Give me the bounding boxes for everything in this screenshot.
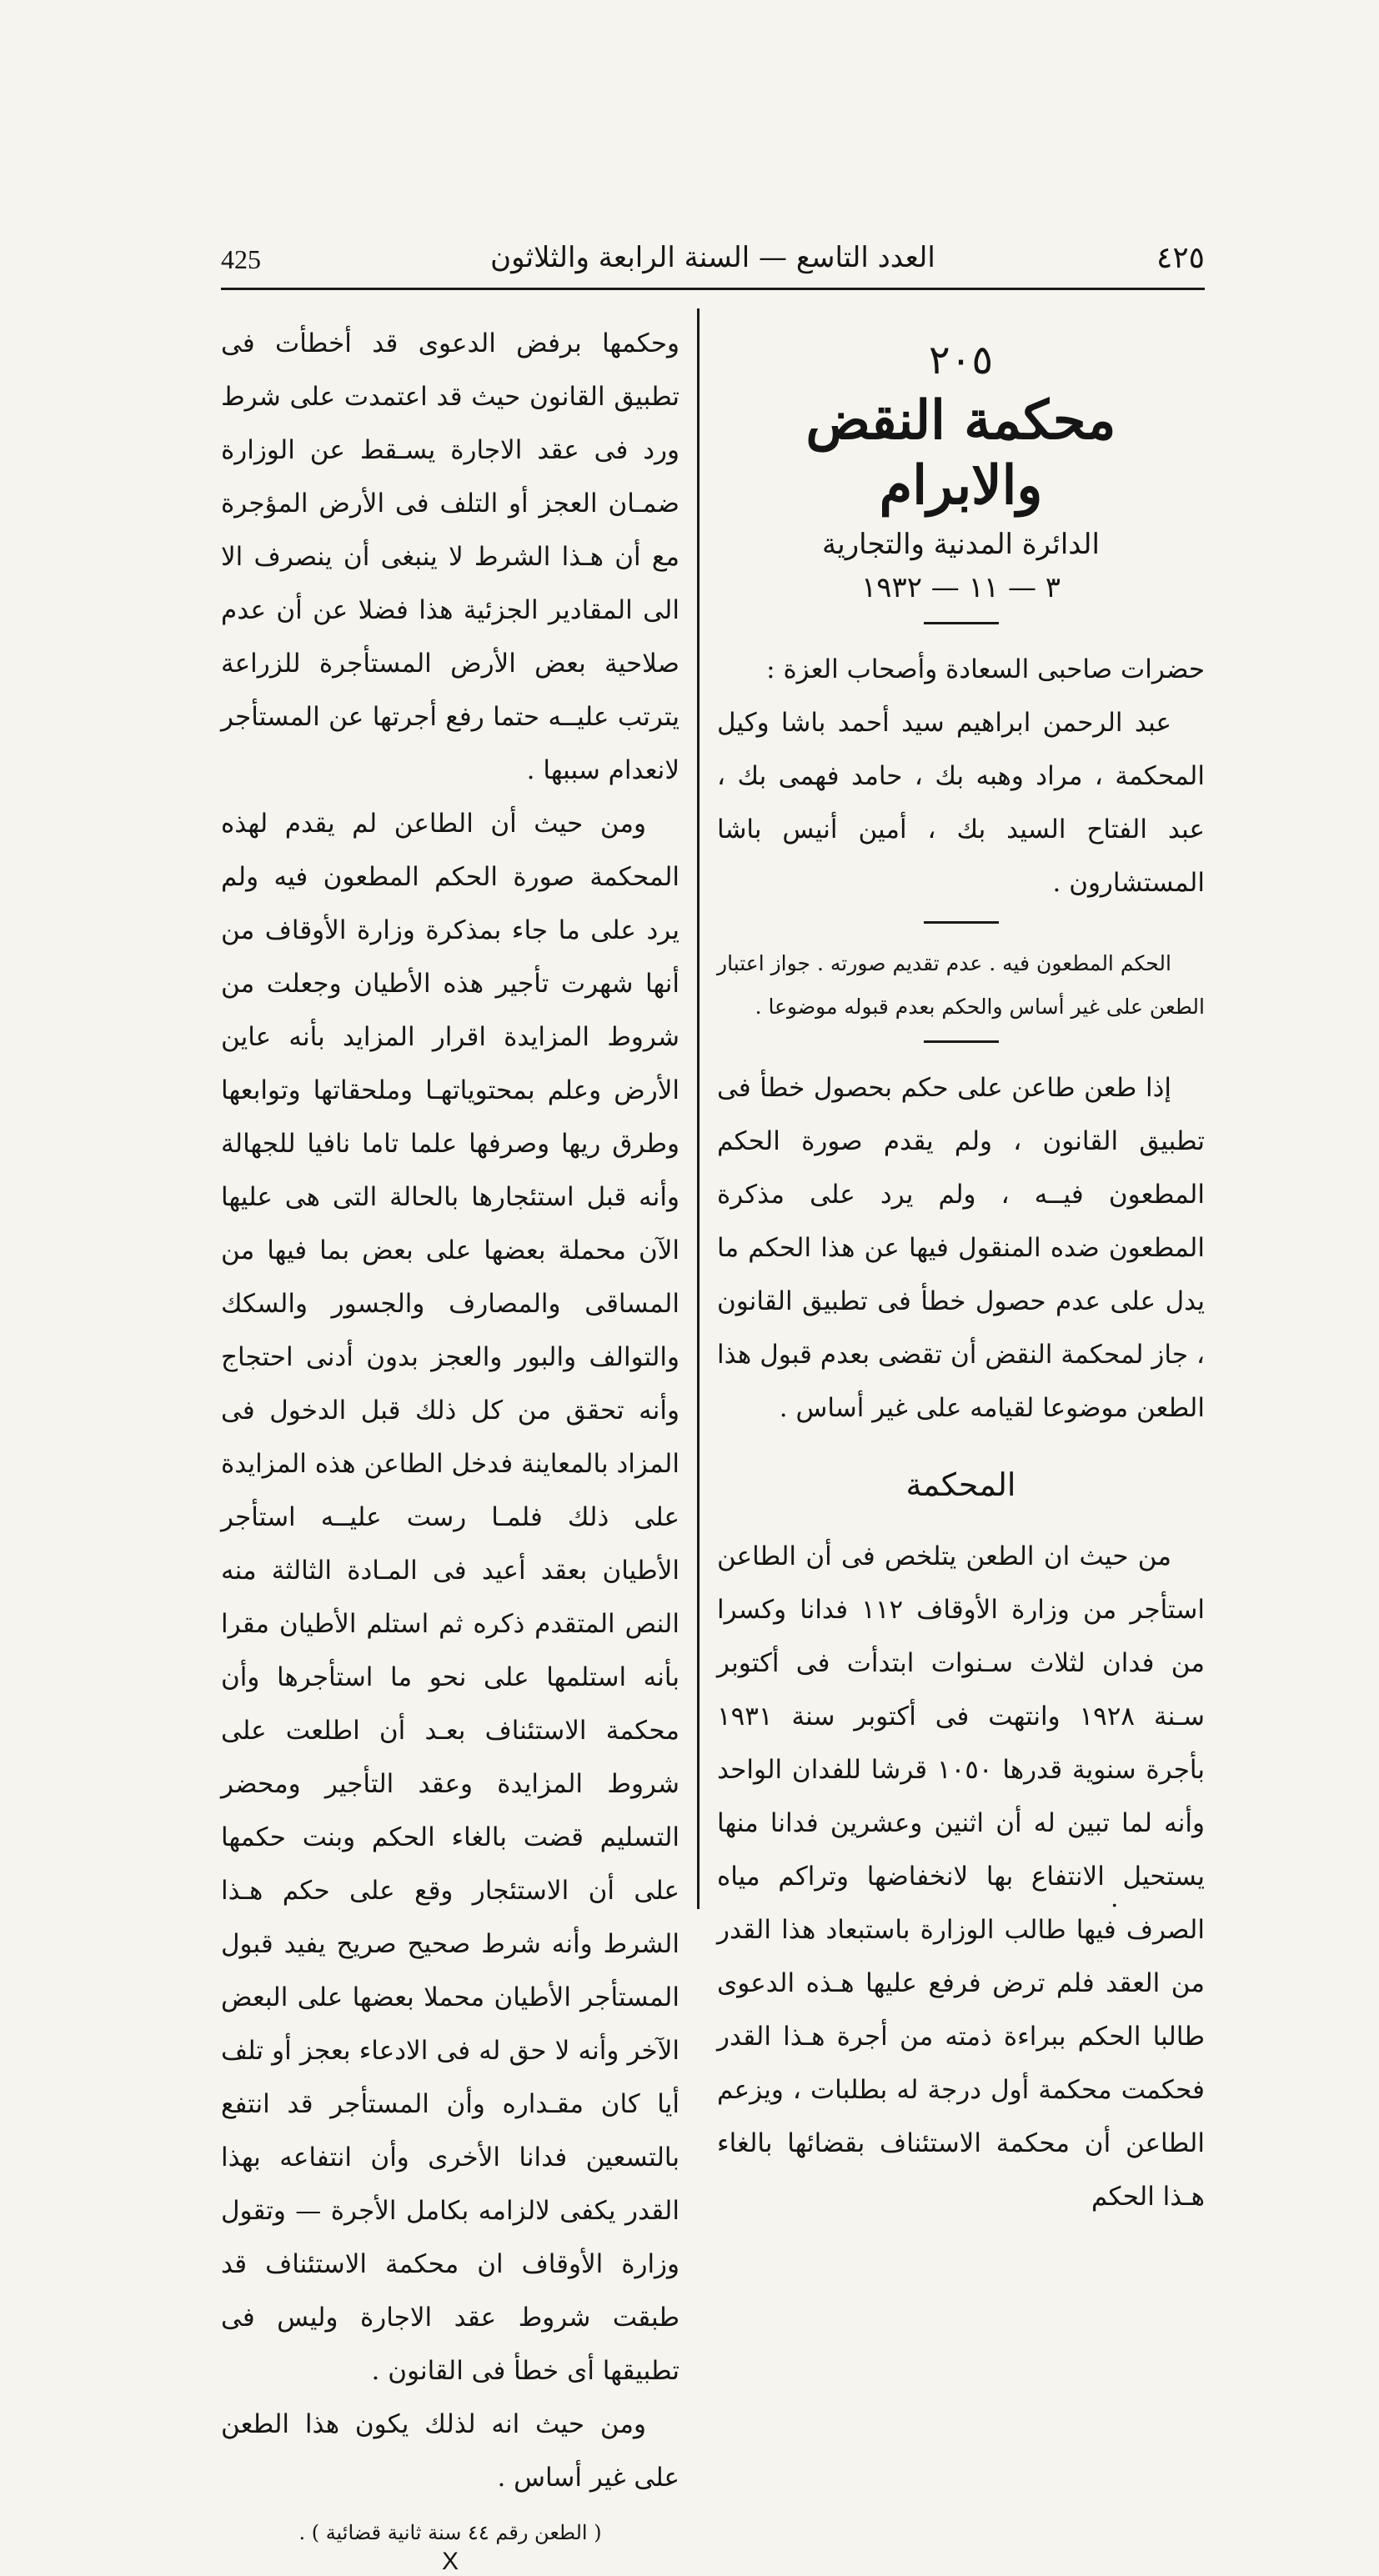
page-number-arabic: ٤٢٥ — [1156, 241, 1205, 275]
circuit-name: الدائرة المدنية والتجارية — [822, 528, 1100, 561]
divider-rule — [924, 921, 999, 924]
page-number-latin: 425 — [221, 244, 261, 274]
divider-rule — [924, 622, 999, 624]
section-title: المحكمة — [905, 1466, 1016, 1503]
header-rule — [221, 288, 1205, 290]
legal-principle: إذا طعن طاعن على حكم بحصول خطأ فى تطبيق القانون ، ولم يقدم صورة الحكم المطعون فيــه ، ولم يرد على مذكرة المطعون ضده المنقول فيها عن هذا الحكم ما يدل على عدم حصول خطأ فى تطبيق القانون ، جاز لمحكمة النقض أن تقضى بعدم قبول هذا الطعن موضوعا لقيامه على غير أساس . — [717, 1073, 1205, 1423]
continuation-paragraph: وحكمها برفض الدعوى قد أخطأت فى تطبيق القانون حيث قد اعتمدت على شرط ورد فى عقد الاجارة يسـقط عن الوزارة ضمـان العجز أو التلف فى الأرض المؤجرة مع أن هـذا الشرط لا ينبغى أن ينصرف الا الى المقادير الجزئية هذا فضلا عن أن عدم صلاحية بعض الأرض المستأجرة للزراعة يترتب عليــه حتما رفع أجرتها عن المستأجر لانعدام سببها . — [221, 328, 679, 785]
case-number: ٢٠٥ — [928, 337, 994, 383]
judgment-date: ٣ — ١١ — ١٩٣٢ — [860, 571, 1061, 604]
conclusion-paragraph: ومن حيث انه لذلك يكون هذا الطعن على غير أساس . — [221, 2409, 679, 2493]
end-mark: X — [441, 2548, 459, 2575]
column-divider — [697, 308, 700, 1909]
margin-mark: . — [1111, 1884, 1119, 1913]
running-header — [221, 238, 1205, 279]
judges-list: عبد الرحمن ابراهيم سيد أحمد باشا وكيل المحكمة ، مراد وهبه بك ، حامد فهمى بك ، عبد الفتاح السيد بك ، أمين أنيس باشا المستشارون . — [717, 708, 1205, 898]
reasoning-paragraph: ومن حيث أن الطاعن لم يقدم لهذه المحكمة صورة الحكم المطعون فيه ولم يرد على ما جاء بمذكرة وزارة الأوقاف من أنها شهرت تأجير هذه الأطيان وجعلت من شروط المزايدة اقرار المزايد بأنه عاين الأرض وعلم بمحتوياتهـا وملحقاتها وتوابعها وطرق ريها وصرفها علما تاما نافيا للجهالة وأنه قبل استئجارها بالحالة التى هى عليها الآن محملة بعضها على بعض بما فيها من المساقى والمصارف والجسور والسكك والتوالف والبور والعجز بدون أدنى احتجاج وأنه تحقق من كل ذلك قبل الدخول فى المزاد بالمعاينة فدخل الطاعن هذه المزايدة على ذلك فلمـا رست عليــه استأجر الأطيان بعقد أعيد فى المـادة الثالثة منه النص المتقدم ذكره ثم استلم الأطيان مقرا بأنه استلمها على نحو ما استأجرها وأن محكمة الاستئناف بعـد أن اطلعت على شروط المزايدة وعقد التأجير ومحضر التسليم قضت بالغاء الحكم وبنت حكمها على أن الاستئجار وقع على حكم هـذا الشرط وأنه شرط صحيح صريح يفيد قبول المستأجر الأطيان محملا بعضها على البعض الآخر وأنه لا حق له فى الادعاء بعجز أو تلف أيا كان مقـداره وأن المستأجر قد انتفع بالتسعين فدانا الأخرى وأن انتفاعه بهذا القدر يكفى لالزامه بكامل الأجرة — وتقول وزارة الأوقاف ان محكمة الاستئناف قد طبقت شروط عقد الاجارة وليس فى تطبيقها أى خطأ فى القانون . — [221, 809, 679, 2386]
appeal-reference: ( الطعن رقم ٤٤ سنة ثانية قضائية ) . — [298, 2521, 602, 2544]
left-column — [221, 317, 679, 2576]
right-column — [717, 317, 1205, 2223]
presence-heading: حضرات صاحبى السعادة وأصحاب العزة : — [766, 654, 1205, 684]
case-summary: الحكم المطعون فيه . عدم تقديم صورته . جواز اعتبار الطعن على غير أساس والحكم بعدم قبوله موضوعا . — [717, 951, 1205, 1019]
court-reasoning: من حيث ان الطعن يتلخص فى أن الطاعن استأجر من وزارة الأوقاف ١١٢ فدانا وكسرا من فدان لثلاث سـنوات ابتدأت فى أكتوبر سـنة ١٩٢٨ وانتهت فى أكتوبر سنة ١٩٣١ بأجرة سنوية قدرها ١٠٥٠ قرشا للفدان الواحد وأنه لما تبين له أن اثنين وعشرين فدانا منها يستحيل الانتفاع بها لانخفاضها وتراكم مياه الصرف فيها طالب الوزارة باستبعاد هذا القدر من العقد فلم ترض فرفع عليها هـذه الدعوى طالبا الحكم ببراءة ذمته من أجرة هـذا القدر فحكمت محكمة أول درجة له بطلبات ، ويزعم الطاعن أن محكمة الاستئناف بقضائها بالغاء هـذا الحكم — [717, 1541, 1205, 2212]
issue-title: العدد التاسع — السنة الرابعة والثلاثون — [490, 241, 935, 274]
divider-rule — [924, 1040, 999, 1043]
court-name: محكمة النقض والابرام — [805, 389, 1116, 517]
